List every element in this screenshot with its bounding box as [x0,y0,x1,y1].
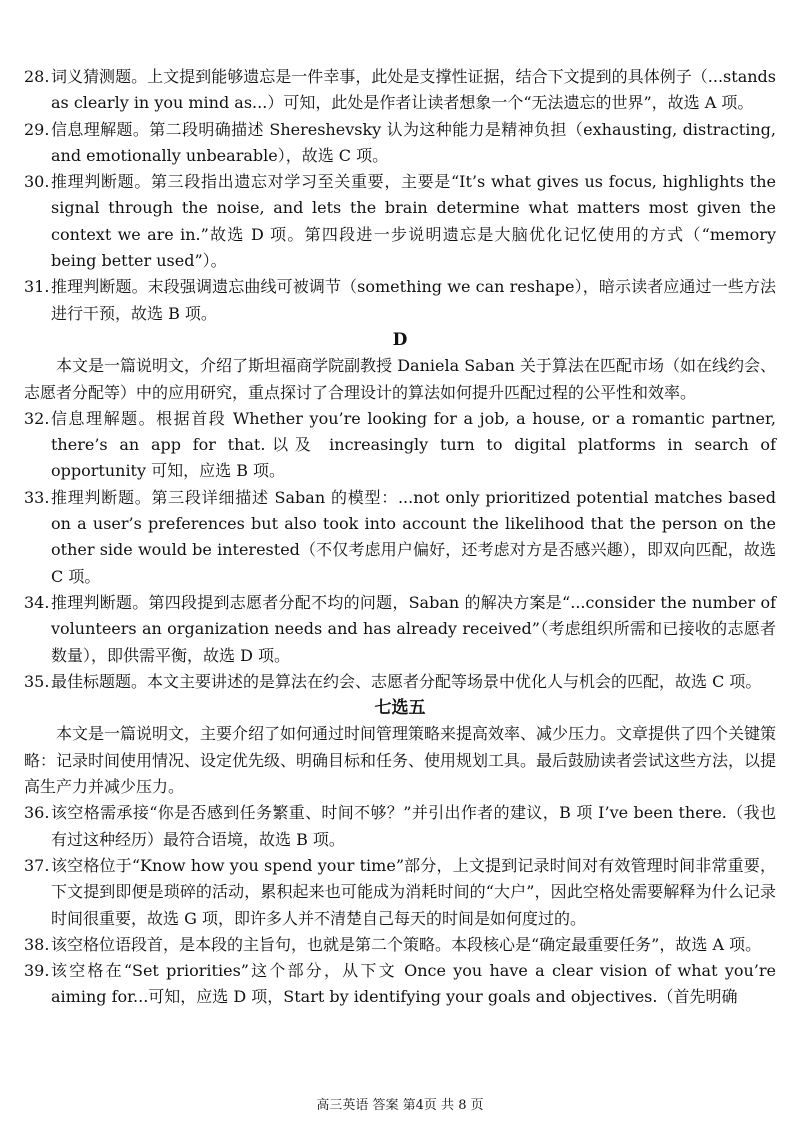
question-number: 36. [24,803,50,823]
answer-explanation: 信息理解题。第二段明确描述 Shereshevsky 认为这种能力是精神负担（exhausting, distracting, and emotionally unbearable），故选 C 项。 [51,119,776,165]
answer-explanation: 推理判断题。第三段指出遗忘对学习至关重要，主要是“It’s what gives us focus, highlights the signal through the noise, and lets the brain determine what matters most given the context we are in.”故选 D 项。第四段进一步说明遗忘是大脑优化记忆使用的方式（“memory being better used”）。 [51,172,776,271]
answer-item-33 [24,485,776,590]
page-footer: 高三英语 答案 第4页 共 8 页 [316,1098,484,1113]
answer-item-28 [24,64,776,117]
question-number: 35. [24,671,50,691]
question-number: 30. [24,172,50,192]
answer-item-35 [24,669,776,695]
section-intro-qixuanwu: 本文是一篇说明文，主要介绍了如何通过时间管理策略来提高效率、减少压力。文章提供了四个关键策略：记录时间使用情况、设定优先级、明确目标和任务、使用规划工具。最后鼓励读者尝试这些方法，以提高生产力并减少压力。 [24,724,777,797]
answer-item-38 [24,932,776,958]
question-number: 33. [24,487,50,507]
section-heading-d: D [392,329,408,350]
question-number: 29. [24,119,50,139]
question-number: 32. [24,408,50,428]
answer-item-31 [24,274,776,327]
answer-explanation: 推理判断题。末段强调遗忘曲线可被调节（something we can reshape），暗示读者应通过一些方法进行干预，故选 B 项。 [51,277,776,323]
section-heading-qixuanwu: 七选五 [374,698,426,719]
answer-explanation: 该空格需承接“你是否感到任务繁重、时间不够？”并引出作者的建议，B 项 I’ve been there.（我也有过这种经历）最符合语境，故选 B 项。 [51,803,776,849]
answer-explanation: 推理判断题。第四段提到志愿者分配不均的问题，Saban 的解决方案是“...consider the number of volunteers an organization needs and has already received”（考虑组织所需和已接收的志愿者数量），即供需平衡，故选 D 项。 [51,592,776,665]
answer-explanation: 该空格位于“Know how you spend your time”部分，上文提到记录时间对有效管理时间非常重要，下文提到即便是琐碎的活动，累积起来也可能成为消耗时间的“大户”，因此空格处需要解释为什么记录时间很重要，故选 G 项，即许多人并不清楚自己每天的时间是如何度过的。 [51,855,776,928]
answer-item-34 [24,590,776,669]
question-number: 37. [24,855,50,875]
answer-explanation: 最佳标题题。本文主要讲述的是算法在约会、志愿者分配等场景中优化人与机会的匹配，故选 C 项。 [51,671,762,691]
question-number: 34. [24,592,50,612]
answer-explanation: 该空格在“Set priorities”这个部分，从下文 Once you have a clear vision of what you’re aiming for...可知，应选 D 项，Start by identifying your goals and objectives.（首先明确 [51,961,776,1007]
page-content [24,64,776,1011]
question-number: 28. [24,67,50,86]
answer-explanation: 词义猜测题。上文提到能够遗忘是一件幸事，此处是支撑性证据，结合下文提到的具体例子（...stands as clearly in you mind as...）可知，此处是作者让读者想象一个“无法遗忘的世界”，故选 A 项。 [51,67,776,113]
answer-item-32 [24,406,776,485]
answer-explanation: 推理判断题。第三段详细描述 Saban 的模型：...not only prioritized potential matches based on a user’s preferences but also took into account the likelihood that the person on the other side would be interested（不仅考虑用户偏好，还考虑对方是否感兴趣），即双向匹配，故选 C 项。 [51,487,776,586]
answer-item-36 [24,800,776,853]
question-number: 38. [24,934,50,954]
answer-item-29 [24,117,776,170]
answer-item-39 [24,958,776,1011]
answer-item-30 [24,169,776,274]
question-number: 39. [24,961,50,981]
section-intro-d: 本文是一篇说明文，介绍了斯坦福商学院副教授 Daniela Saban 关于算法在匹配市场（如在线约会、志愿者分配等）中的应用研究，重点探讨了合理设计的算法如何提升匹配过程的公平性和效率。 [24,356,776,402]
answer-explanation: 信息理解题。根据首段 Whether you’re looking for a job, a house, or a romantic partner, there’s an app for that.以及 increasingly turn to digital platforms in search of opportunity 可知，应选 B 项。 [51,408,776,481]
question-number: 31. [24,277,50,297]
answer-item-37 [24,853,776,932]
answer-explanation: 该空格位语段首，是本段的主旨句，也就是第二个策略。本段核心是“确定最重要任务”，故选 A 项。 [51,934,762,954]
